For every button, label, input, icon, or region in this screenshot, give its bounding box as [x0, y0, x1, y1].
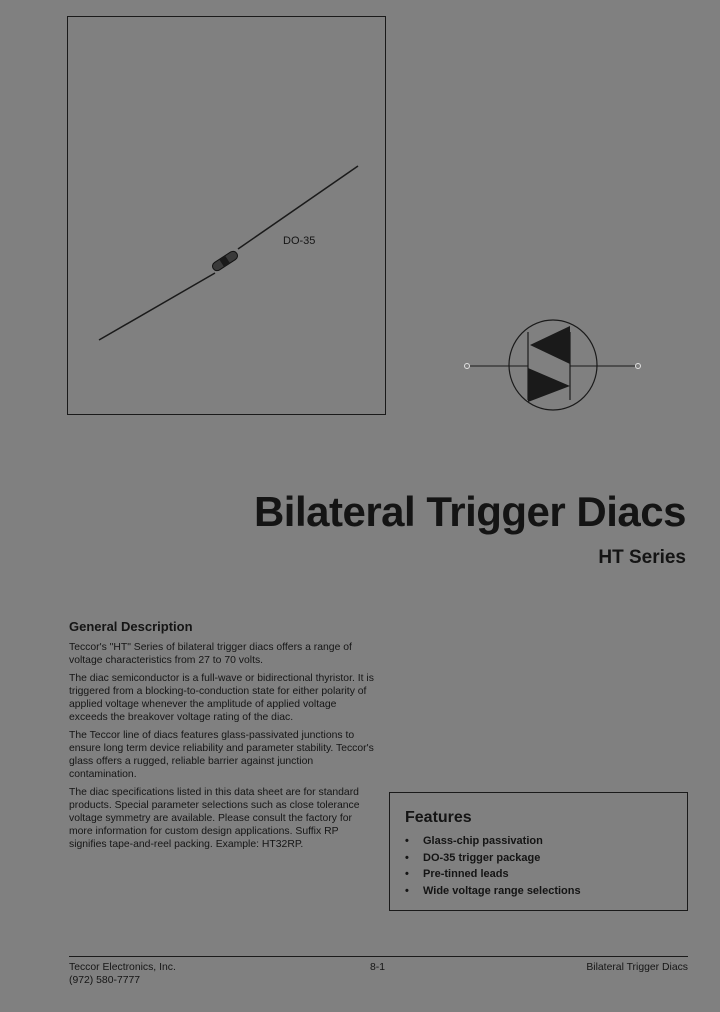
- description-paragraph: Teccor's "HT" Series of bilateral trigger diacs offers a range of voltage characteristics from 27 to 70 volts.: [69, 642, 352, 666]
- description-paragraph: The Teccor line of diacs features glass-passivated junctions to ensure long term device reliability and parameter stability. Teccor's glass offers a rugged, reliable barrier against junction contamination.: [69, 730, 374, 780]
- features-box: [389, 792, 688, 911]
- package-label: DO-35: [283, 235, 316, 247]
- feature-item: • Glass-chip passivation: [405, 833, 687, 850]
- series-subtitle: HT Series: [598, 547, 686, 568]
- diac-symbol-icon: [462, 318, 644, 414]
- features-heading: Features: [405, 809, 472, 826]
- features-list: [405, 833, 687, 899]
- footer-phone: (972) 580-7777: [69, 975, 141, 986]
- description-paragraph: The diac semiconductor is a full-wave or bidirectional thyristor. It is triggered from a blocking-to-conduction state for either polarity of applied voltage whenever the amplitude of applied voltage exceeds the breakover voltage rating of the diac.: [69, 673, 374, 723]
- page-title: Bilateral Trigger Diacs: [253, 488, 686, 535]
- footer-page-number: 8-1: [370, 962, 386, 973]
- feature-item: • DO-35 trigger package: [405, 850, 687, 867]
- footer-divider: [69, 956, 688, 957]
- footer-company-block: [69, 961, 176, 987]
- feature-item: • Pre-tinned leads: [405, 866, 687, 883]
- general-description: [69, 619, 374, 856]
- description-heading: General Description: [69, 619, 193, 634]
- footer-company: Teccor Electronics, Inc.: [69, 962, 176, 973]
- footer-doc-title: Bilateral Trigger Diacs: [586, 962, 688, 973]
- description-paragraph: The diac specifications listed in this data sheet are for standard products. Special parameter selections such as close tolerance voltage symmetry are available. Please consult the factory for more information for custom design applications. Suffix RP signifies tape-and-reel packing. Example: HT32RP.: [69, 787, 360, 850]
- feature-item: • Wide voltage range selections: [405, 883, 687, 900]
- diode-package-illustration: [68, 17, 387, 416]
- package-drawing-frame: [67, 16, 386, 415]
